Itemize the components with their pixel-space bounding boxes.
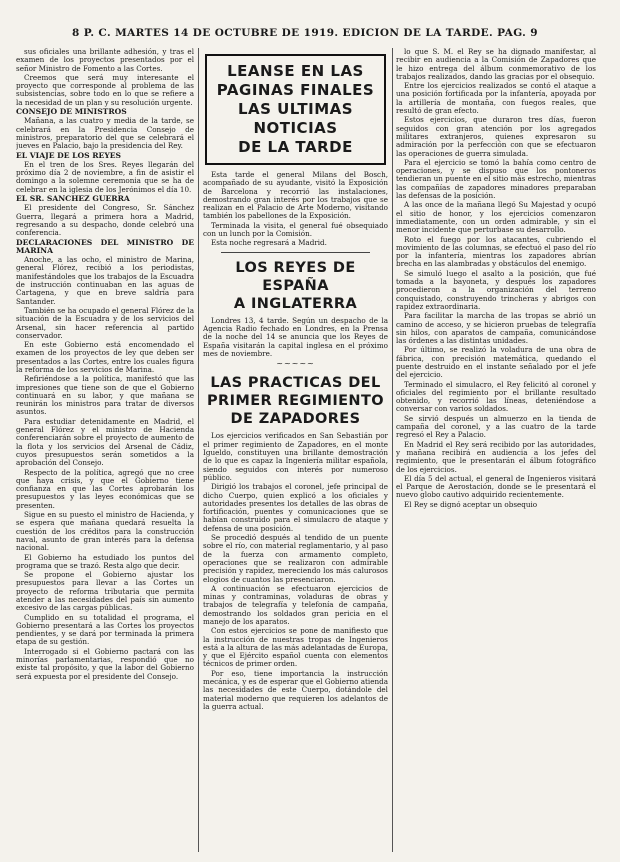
page-header: 8 P. C. MARTES 14 DE OCTUBRE DE 1919. EDICION DE LA TARDE. PAG. 9 [72,27,538,39]
article-paragraph: Cumplido en su totalidad el programa, el Gobierno presentará a las Cortes los proyectos pendientes, y se dará por terminada la primera etapa de su gestión. [16,612,194,647]
article-paragraph: En Madrid el Rey será recibido por las autoridades, y mañana recibirá en audiencia a los jefes del regimiento, que le presentarán el álbum fotográfico de los ejercicios. [396,439,596,474]
section-divider [221,252,370,253]
article-paragraph: Por último, se realizó la voladura de una obra de fábrica, con precisión matemática, quedando el puente destruido en el instante señalado por el jefe del ejercicio. [396,345,596,380]
article-paragraph: Con estos ejercicios se pone de manifiesto que la instrucción de nuestras tropas de Ingenieros está a la altura de las más adelantadas de Europa, y que el Ejército español cuenta con elementos técnicos de primer orden. [203,626,388,669]
article-paragraph: Mañana, a las cuatro y media de la tarde, se celebrará en la Presidencia Consejo de ministros, preparatorio del que se celebrará el jueves en Palacio, bajo la presidencia del Rey. [16,116,194,151]
article-paragraph: lo que S. M. el Rey se ha dignado manifestar, al recibir en audiencia a la Comisión de Zapadores que le hizo entrega del álbum conmemorativo de los trabajos realizados, dando las gracias por el obsequio. [396,48,596,81]
article-paragraph: Roto el fuego por los atacantes, cubriendo el movimiento de las columnas, se efectuó el paso del río por la infantería, mientras los zapadores abrían brecha en las alambradas y obstáculos del enemigo. [396,234,596,269]
column-middle [203,48,388,854]
column-left [16,48,194,854]
article-paragraph: Interrogado si el Gobierno pactará con las minorías parlamentarias, respondió que no existe tal propósito, y que la labor del Gobierno será expuesta por el presidente del Consejo. [16,646,194,681]
section-subhead: DECLARACIONES DEL MINISTRO DE MARINA [16,237,194,255]
article-paragraph: Se simuló luego el asalto a la posición, que fué tomada a la bayoneta, y después los zapadores procedieron a la organización del terreno conquistado, construyendo trincheras y abrigos con rapidez extraordinaria. [396,268,596,311]
article-paragraph: Entre los ejercicios realizados se contó el ataque a una posición fortificada por la infantería, apoyada por la artillería de montaña, con fuegos reales, que resultó de gran efecto. [396,81,596,116]
column-right [396,48,596,854]
headline-line: PRIMER REGIMIENTO [207,393,384,410]
notice-line: LAS ULTIMAS [237,100,354,118]
headline-line: DE ZAPADORES [230,411,361,428]
headline-line: A INGLATERRA [233,295,358,312]
article-paragraph: Refiriéndose a la política, manifestó que las impresiones que tiene son de que el Gobierno continuará en su labor, y que mañana se reunirán los ministros para tratar de diversos asuntos. [16,374,194,417]
article-paragraph: A continuación se efectuaron ejercicios de minas y contraminas, voladuras de obras y trabajos de telegrafía y telefonía de campaña, demostrando los soldados gran pericia en el manejo de los aparatos. [203,583,388,626]
article-paragraph: En este Gobierno está encomendado el examen de los proyectos de ley que deben ser presentados a las Cortes, entre los cuales figura la reforma de los servicios de Marina. [16,340,194,374]
column-rule-left [198,48,199,852]
article-paragraph: Respecto de la política, agregó que no cree que haya crisis, y que el Gobierno tiene confianza en que las Cortes aprobarán los presupuestos y las leyes económicas que se presenten. [16,467,194,510]
section-subhead: CONSEJO DE MINISTROS [16,107,127,117]
article-paragraph: Terminada la visita, el general fué obsequiado con un lunch por la Comisión. [203,220,388,239]
article-paragraph: Estos ejercicios, que duraron tres días, fueron seguidos con gran atención por los agregados militares extranjeros, quienes expresaron su admiración por la perfección con que se efectuaron las operaciones de guerra simulada. [396,115,596,158]
notice-box [205,54,386,165]
article-paragraph: Anoche, a las ocho, el ministro de Marina, general Flórez, recibió a los periodistas, manifestándoles que los trabajos de la Escuadra de instrucción continuaban en las aguas de Cartagena, y que en breve saldría para Santander. [16,255,194,306]
article-paragraph: Terminado el simulacro, el Rey felicitó al coronel y oficiales del regimiento por el brillante resultado obtenido, y recorrió las líneas, deteniéndose a conversar con varios soldados. [396,379,596,414]
article-paragraph: El Rey se dignó aceptar un obsequio [404,499,538,509]
article-paragraph: Creemos que será muy interesante el proyecto que corresponde al problema de las subsistencias, sobre todo en lo que se refiere a la necesidad de un plan y su resolución urgente. [16,72,194,107]
article-paragraph: Para el ejercicio se tomó la bahía como centro de operaciones, y se dispuso que los pontoneros tendieran un puente en el sitio más estrecho, mientras las compañías de zapadores minadores preparaban las defensas de la posición. [396,157,596,201]
notice-line: DE LA TARDE [238,138,353,156]
article-paragraph: Para estudiar detenidamente en Madrid, el general Flórez y el ministro de Hacienda conferenciarán sobre el proyecto de aumento de la flota y los servicios del Arsenal de Cádiz, cuyos presupuestos serán sometidos a la aprobación del Consejo. [16,416,194,468]
headline-line: LAS PRACTICAS DEL [210,375,381,392]
headline-reyes [203,259,388,313]
article-paragraph: En el tren de los Sres. Reyes llegarán del próximo día 2 de noviembre, a fin de asistir el domingo a la solemne ceremonia que se ha de celebrar en la iglesia de los Jerónimos el día 10. [16,159,194,194]
article-paragraph: Se propone el Gobierno ajustar los presupuestos para llevar a las Cortes un proyecto de reforma tributaria que permita atender a las necesidades del país sin aumento excesivo de las cargas públicas. [16,570,194,613]
column-rule-right [392,48,393,852]
article-paragraph: Londres 13, 4 tarde. Según un despacho de la Agencia Radio fechado en Londres, en la Prensa de la noche del 14 se anuncia que los Reyes de España visitarán la capital inglesa en el próximo mes de noviembre. [203,315,388,358]
article-paragraph: El Gobierno ha estudiado los puntos del programa que se trazó. Resta algo que decir. [16,552,194,570]
ornament-divider: ~~~~~ [276,359,315,369]
notice-line: PAGINAS FINALES [216,81,375,99]
notice-line: LEANSE EN LAS [227,62,364,80]
section-subhead: EL VIAJE DE LOS REYES [16,150,122,160]
article-paragraph: Por eso, tiene importancia la instrucción mecánica, y es de esperar que el Gobierno atienda las necesidades de este Cuerpo, dotándole del material moderno que requieren los adelantos de la guerra actual. [203,668,388,711]
article-paragraph: El presidente del Congreso, Sr. Sánchez Guerra, llegará a primera hora a Madrid, regresando a su despacho, donde celebró una conferencia. [16,203,194,238]
article-paragraph: A las once de la mañana llegó Su Majestad y ocupó el sitio de honor, y los ejercicios comenzaron inmediatamente, con un orden admirable, y sin el menor incidente que perturbase su desarrollo. [396,200,596,235]
article-paragraph: El día 5 del actual, el general de Ingenieros visitará el Parque de Aerostación, donde se le presentará el nuevo globo cautivo adquirido recientemente. [396,473,596,500]
article-paragraph: Dirigió los trabajos el coronel, jefe principal de dicho Cuerpo, quien explicó a los oficiales y autoridades presentes los detalles de las obras de fortificación, puentes y comunicaciones que se habían construido para el simulacro de ataque y defensa de una posición. [203,482,388,533]
article-paragraph: Sigue en su puesto el ministro de Hacienda, y se espera que mañana quedará resuelta la cuestión de los créditos para la construcción naval, asunto de gran interés para la defensa nacional. [16,510,194,553]
article-paragraph: Se sirvió después un almuerzo en la tienda de campaña del coronel, y a las cuatro de la tarde regresó el Rey a Palacio. [396,413,596,440]
article-paragraph: sus oficiales una brillante adhesión, y tras el examen de los proyectos presentados por el señor Ministro de Fomento a las Cortes. [16,48,194,73]
article-paragraph: Se procedió después al tendido de un puente sobre el río, con material reglamentario, y al paso de la fuerza con armamento completo, operaciones que se realizaron con admirable precisión y rapidez, mereciendo los más calurosos elogios de cuantos las presenciaron. [203,533,388,584]
article-paragraph: Para facilitar la marcha de las tropas se abrió un camino de acceso, y se hicieron pruebas de telegrafía sin hilos, con aparatos de campaña, comunicándose las órdenes a las distintas unidades. [396,311,596,346]
article-paragraph: También se ha ocupado el general Flórez de la situación de la Escuadra y de los servicios del Arsenal, sin hacer referencia al partido conservador. [16,305,194,340]
article-paragraph: Esta tarde el general Milans del Bosch, acompañado de su ayudante, visitó la Exposición de Barcelona y recorrió las instalaciones, demostrando gran interés por los trabajos que se realizan en el Palacio de Arte Moderno, visitando también los pabellones de la Exposición. [203,170,388,221]
article-paragraph: Los ejercicios verificados en San Sebastián por el primer regimiento de Zapadores, en el monte Igueldo, constituyen una brillante demostración de lo que es capaz la Ingeniería militar española, siendo seguidos con interés por numeroso público. [203,431,388,482]
article-paragraph: Esta noche regresará a Madrid. [211,238,327,248]
section-subhead: EL SR. SANCHEZ GUERRA [16,194,130,204]
headline-zapadores [203,374,388,428]
notice-line: NOTICIAS [253,119,338,137]
headline-line: LOS REYES DE ESPAÑA [235,259,356,294]
